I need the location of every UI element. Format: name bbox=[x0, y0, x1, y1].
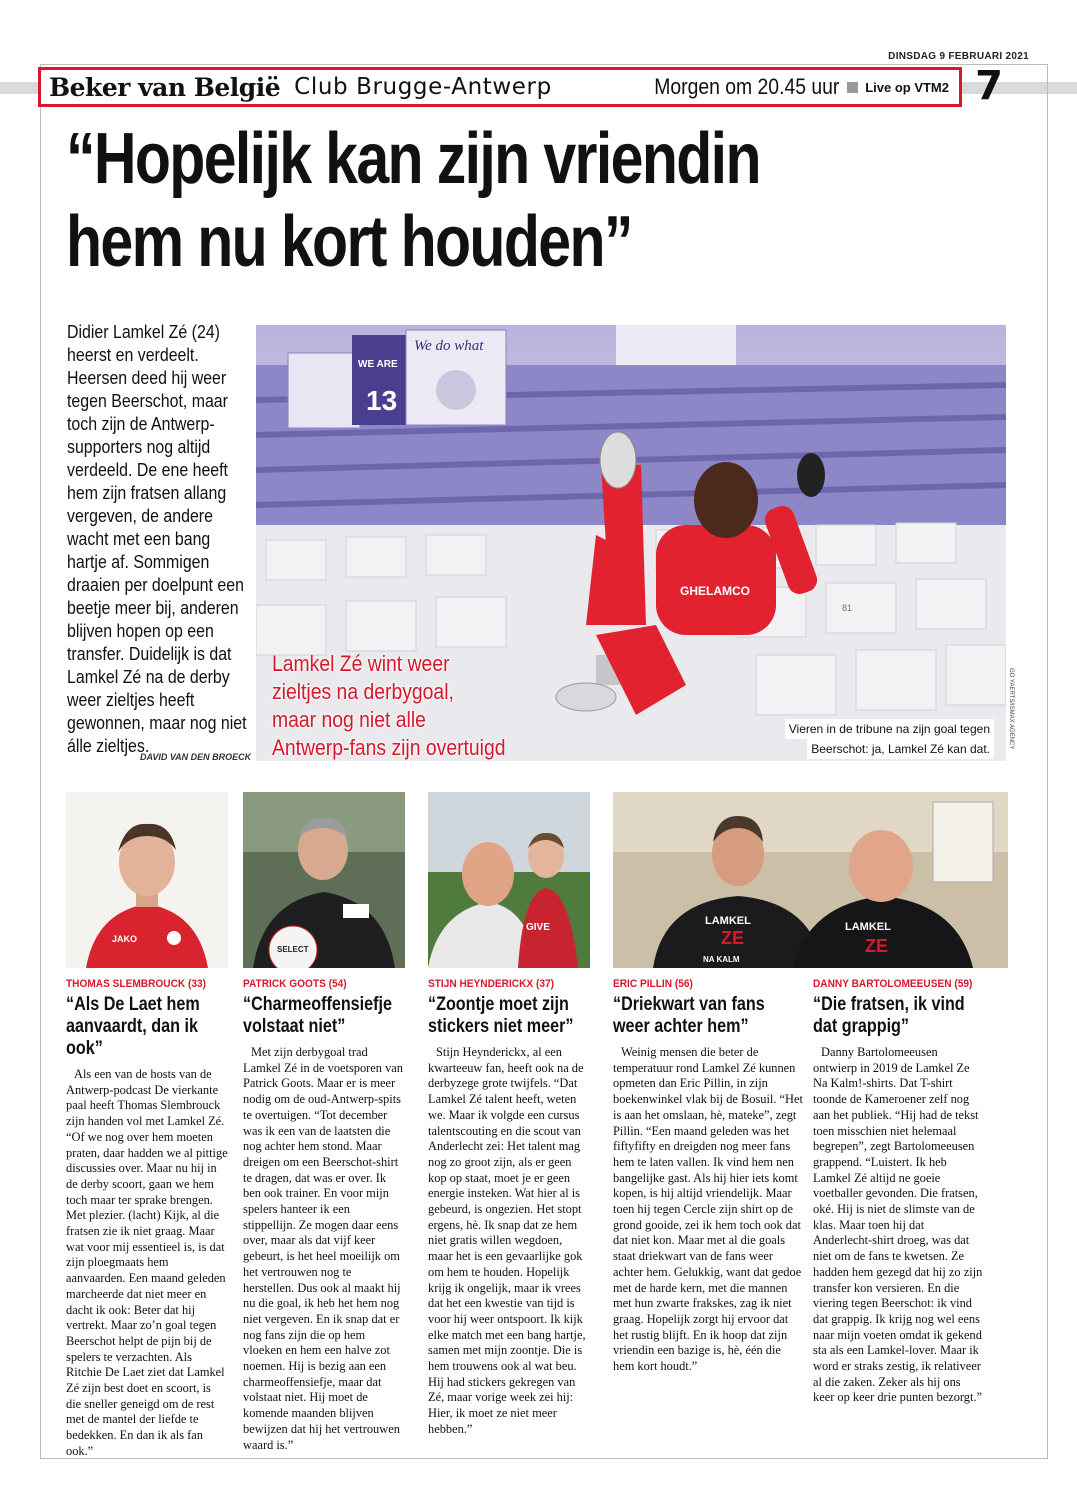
fan-body: Weinig mensen die beter de temperatuur rond Lamkel Zé kunnen opmeten dan Eric Pillin, in zijn boekenwinkel vlak bij de Bosuil. “Het is aan het omslaan, hè, mateke”, zegt Pillin. “Een maand geleden was het fiftyfifty en dreigden nog meer fans hem te laten vallen. Ik vind hem nen bangelijke gast. Als hij hier iets komt kopen, is hij altijd vriendelijk. Maar toen hij tegen Cercle zijn shirt op de grond gooide, zei ik hem toch ook dat dat niet kon. Maar met al die goals staat driekwart van de fans weer achter hem. Gelukkig, want dat gedoe met de harde kern, met die mannen met hun zwarte frakskes, zag ik niet graag. Hopelijk zorgt hij ervoor dat het rustig blijft. En ik hoop dat zijn vriendin een bazige is, hè, één die hem kort houdt.” bbox=[613, 1045, 803, 1374]
section-title: Beker van België bbox=[49, 72, 281, 102]
photo-subcaption bbox=[785, 719, 994, 759]
page-number: 7 bbox=[975, 63, 1003, 109]
photo-caption-line: Lamkel Zé wint weer bbox=[272, 651, 450, 676]
fan-body: Stijn Heynderickx, al een kwarteeuw fan, heeft ook na de derbyzege grote twijfels. “Dat Lamkel Zé talent heeft, weten we. Maar ik volgde een cursus talentscouting en die scout van Anderlecht zei: Het talent mag nog zo groot zijn, als er geen kop op staat, moet je er geen energie insteken. Wat hier al is gebeurd, is ongezien. Het stopt ergens, hè. Ik snap dat ze hem niet gratis willen wegdoen, maar het is een gevaarlijke gok om hem te houden. Hopelijk krijg ik ongelijk, maar ik vrees dat het een kwestie van tijd is voor hij weer ontspoort. Ik kijk elke match met een bang hartje, samen met mijn zoontje. Die is hem trouwens ook al wat beu. Hij had stickers gekregen van Zé, maar vorige week zei hij: Hier, ik moet ze niet meer hebben.” bbox=[428, 1045, 586, 1436]
main-photo bbox=[256, 325, 1006, 761]
fan-body: Met zijn derbygoal trad Lamkel Zé in de voetsporen van Patrick Goots. Maar er is meer nodig om de oud-Antwerp-spits te overtuigen. “Tot december was ik een van de laatsten die nog achter hem stond. Maar dreigen om een Beerschot-shirt te dragen, dat was er over. Ik ben ook trainer. En voor mijn spelers hanteer ik een stippellijn. Ze mogen daar eens over, maar als dat vijf keer gebeurt, is het heel moeilijk om het vertrouwen nog te herstellen. Dus ook al maakt hij nu die goal, ik heb het hem nog niet vergeven. En ik snap dat er nog fans zijn die op hem vloeken en hem een halve zot noemen. Hij is bezig aan een charmeoffensiefje, maar dat volstaat niet. Hij moet de komende maanden blijven bewijzen dat hij het vertrouwen waard is.” bbox=[243, 1045, 403, 1452]
headline-line-2: hem nu kort houden” bbox=[66, 202, 632, 282]
photo-subcaption-line-2: Beerschot: ja, Lamkel Zé kan dat. bbox=[807, 739, 994, 759]
svg-text:GIVE: GIVE bbox=[526, 922, 550, 933]
headline bbox=[66, 118, 1009, 284]
fan-column bbox=[428, 792, 590, 1438]
fan-column bbox=[813, 970, 983, 1406]
shirt-sponsor: GHELAMCO bbox=[680, 584, 750, 598]
photo-caption bbox=[272, 650, 506, 761]
fan-quote: “Zoontje moet zijn stickers niet meer” bbox=[428, 994, 574, 1037]
fan-name: STIJN HEYNDERICKX (37) bbox=[428, 978, 554, 990]
fan-body: Als een van de hosts van de Antwerp-podcast De vierkante paal heeft Thomas Slembrouck zijn handen vol met Lamkel Zé. “Of we nog over hem moeten praten, daar hadden we al pittige discussies over. Maar nu hij in de derby scoort, gaan we hem toch maar ter sprake brengen. Met plezier. (lacht) Kijk, al die fratsen zie ik niet graag. Maar wat voor mij essentieel is, is dat zijn ploegmaats hem aanvaarden. Een maand geleden marcheerde dat niet meer en dacht ik ook: Beter dat hij vertrekt. Maar zo’n goal tegen Beerschot helpt de pijn bij de spelers te verzachten. Als Ritchie De Laet ziet dat Lamkel Zé zijn best doet en scoort, is die sneller geneigd om de rest met de mantel der liefde te bedekken. En dan ik als fan ook.” bbox=[66, 1067, 228, 1458]
photo-credit: GO YAERTS/ISMAX AGENCY bbox=[1008, 668, 1014, 750]
fan-column bbox=[66, 792, 228, 1460]
fan-quote: “Charmeoffensiefje volstaat niet” bbox=[243, 994, 392, 1037]
photo-caption-line: Antwerp-fans zijn overtuigd bbox=[272, 735, 506, 760]
svg-text:LAMKEL: LAMKEL bbox=[845, 921, 891, 933]
byline: DAVID VAN DEN BROECK bbox=[140, 752, 252, 762]
fan-name: PATRICK GOOTS (54) bbox=[243, 978, 347, 990]
fan-column bbox=[243, 792, 405, 1453]
svg-text:JAKO: JAKO bbox=[112, 934, 138, 944]
live-tv: Live op VTM2 bbox=[865, 79, 949, 95]
fan-photo bbox=[243, 792, 405, 968]
fan-quote: “Als De Laet hem aanvaardt, dan ik ook” bbox=[66, 994, 200, 1059]
photo-caption-line: zieltjes na derbygoal, bbox=[272, 679, 454, 704]
banner-we-do-what: We do what bbox=[414, 338, 484, 354]
square-icon bbox=[847, 82, 858, 93]
fan-photo bbox=[428, 792, 590, 968]
shirt-text-2: ZE bbox=[721, 928, 745, 948]
fan-name: ERIC PILLIN (56) bbox=[613, 978, 693, 990]
banner-we-are: WE ARE bbox=[358, 359, 398, 370]
dateline: DINSDAG 9 FEBRUARI 2021 bbox=[888, 51, 1029, 62]
headline-line-1: “Hopelijk kan zijn vriendin bbox=[66, 119, 760, 199]
fan-body: Danny Bartolomeeusen ontwierp in 2019 de Lamkel Ze Na Kalm!-shirts. Dat T-shirt toonde de Kameroener zelf nog aan het publiek. “Hij had de tekst toen misschien niet helemaal begrepen”, zegt Bartolomeeusen grappend. “Luistert. Ik heb Lamkel Zé altijd ne goeie voetballer gevonden. Die fratsen, oké. Hij is niet de slimste van de klas. Maar toen hij dat Anderlecht-shirt droeg, was dat niet om de fans te kwetsen. Ze hadden hem gezegd dat hij zo zijn transfer kon versieren. En die viering tegen Beerschot: ik vind dat grappig. Ik krijg nog wel eens naar mijn voeten omdat ik gekend sta als een Lamkel-lover. Maar ik word er straks zestig, ik relativeer al die zaken. Zeker als hij ons keer op keer drie punten bezorgt.” bbox=[813, 1045, 983, 1405]
match-title: Club Brugge-Antwerp bbox=[294, 74, 552, 100]
intro-text: Didier Lamkel Zé (24) heerst en verdeelt. Heersen deed hij weer tegen Beerschot, maar toch zijn de Antwerp-supporters nog altijd verdeeld. De ene heeft hem zijn fratsen allang vergeven, de andere wacht met een bang hartje af. Sommigen draaien per doelpunt een beetje meer bij, anderen blijven hopen op een transfer. Duidelijk is dat Lamkel Zé na de derby weer zieltjes heeft gewonnen, maar nog niet álle zieltjes. bbox=[67, 321, 247, 756]
section-header bbox=[38, 67, 962, 107]
ball-text: SELECT bbox=[277, 945, 309, 954]
photo-subcaption-line-1: Vieren in de tribune na zijn goal tegen bbox=[785, 719, 994, 739]
fan-name: DANNY BARTOLOMEEUSEN (59) bbox=[813, 978, 973, 990]
photo-caption-line: maar nog niet alle bbox=[272, 707, 426, 732]
kickoff-time: Morgen om 20.45 uur bbox=[654, 74, 840, 99]
fan-quote: “Die fratsen, ik vind dat grappig” bbox=[813, 994, 965, 1037]
shirt-text-1: LAMKEL bbox=[705, 915, 751, 927]
fan-photo bbox=[613, 792, 1008, 968]
fan-photo bbox=[66, 792, 228, 968]
banner-13: 13 bbox=[366, 385, 398, 416]
svg-text:ZE: ZE bbox=[865, 936, 889, 956]
shirt-text-3: NA KALM bbox=[703, 955, 740, 964]
seat-number: 81 bbox=[842, 603, 853, 613]
fan-quote: “Driekwart van fans weer achter hem” bbox=[613, 994, 765, 1037]
fan-name: THOMAS SLEMBROUCK (33) bbox=[66, 978, 206, 990]
